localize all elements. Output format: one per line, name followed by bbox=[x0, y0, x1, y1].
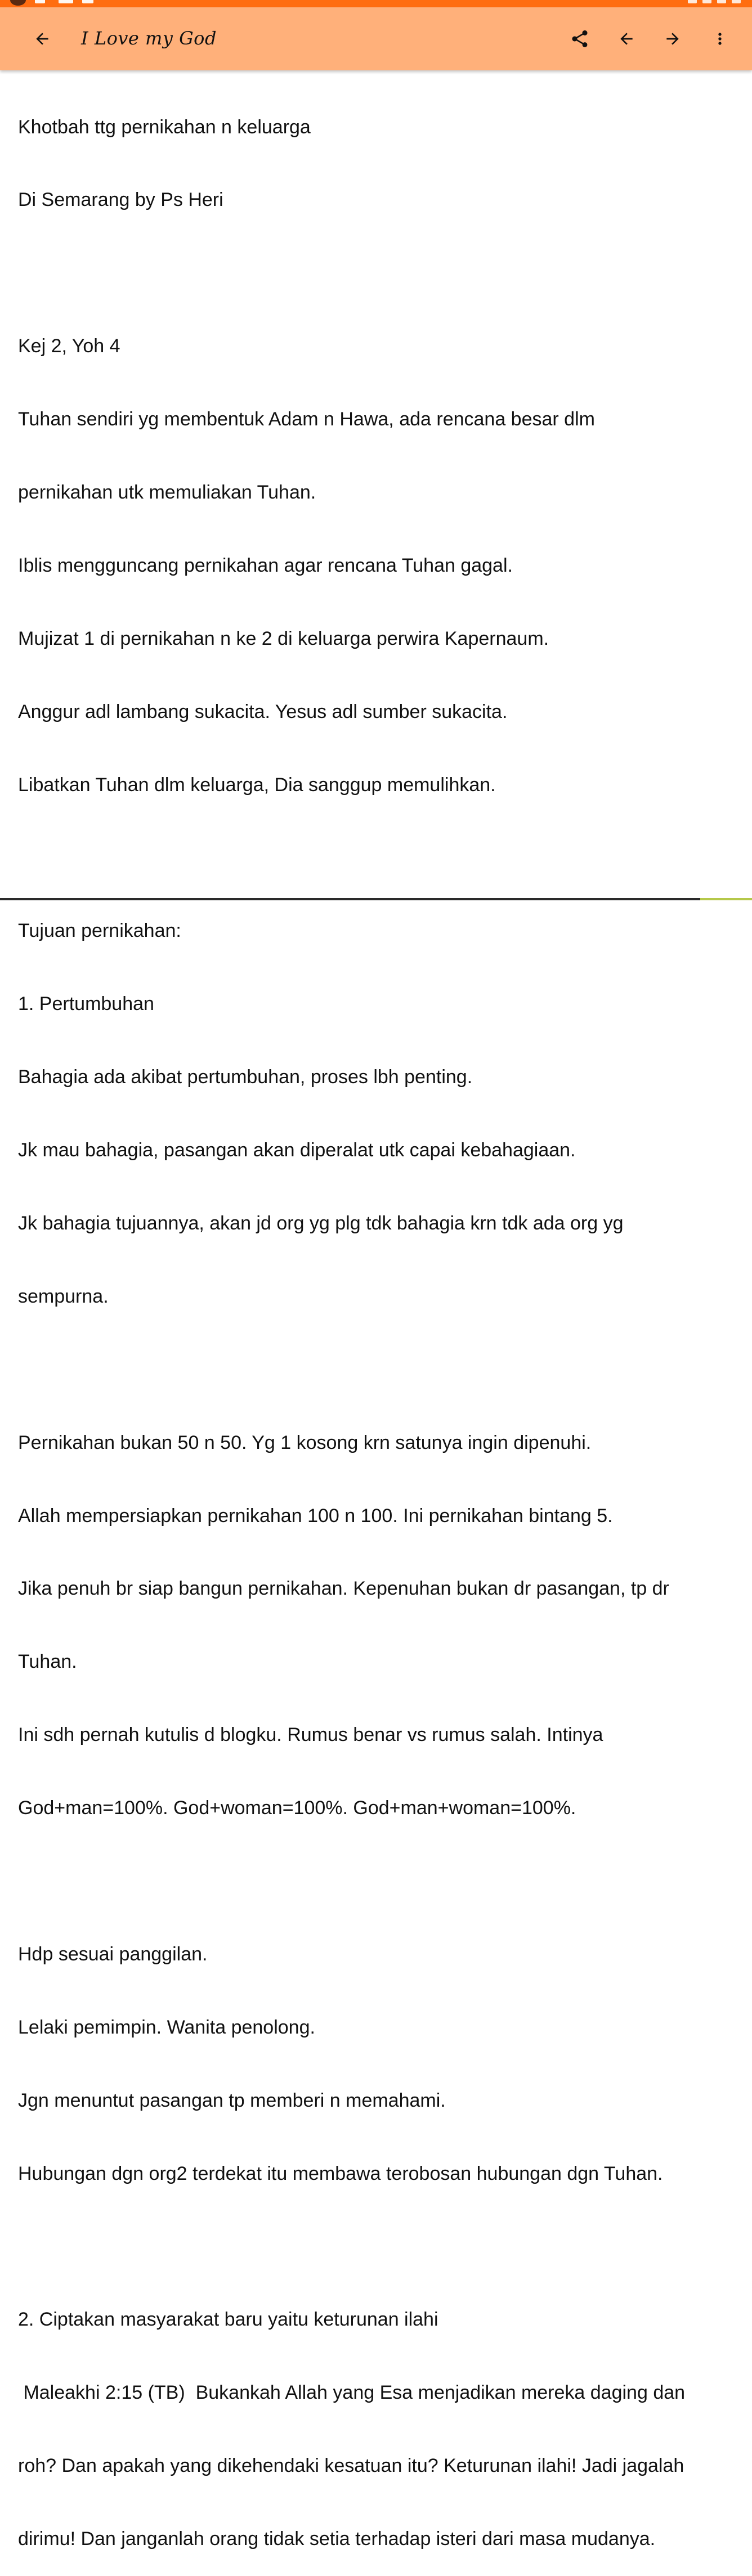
content-line: Maleakhi 2:15 (TB) Bukankah Allah yang Esa menjadikan mereka daging dan bbox=[18, 2382, 686, 2404]
content-line: Jgn menuntut pasangan tp memberi n memahami. bbox=[18, 2089, 446, 2111]
more-vert-icon bbox=[711, 30, 729, 48]
content-line: Ini sdh pernah kutulis d blogku. Rumus benar vs rumus salah. Intinya bbox=[18, 1724, 603, 1746]
content-line: 1. Pertumbuhan bbox=[18, 993, 154, 1015]
content-line: Tujuan pernikahan: bbox=[18, 920, 181, 942]
bottom-accent bbox=[700, 898, 752, 900]
content-line: 2. Ciptakan masyarakat baru yaitu keturunan ilahi bbox=[18, 2309, 438, 2331]
content-line: Bahagia ada akibat pertumbuhan, proses lbh penting. bbox=[18, 1066, 473, 1088]
arrow-right-icon bbox=[664, 30, 682, 48]
more-options-button[interactable] bbox=[705, 23, 735, 55]
clock-icon bbox=[732, 0, 741, 3]
content-line bbox=[18, 2234, 744, 2259]
status-icon bbox=[59, 0, 73, 3]
wifi-icon bbox=[702, 0, 711, 3]
content-line: Jika penuh br siap bangun pernikahan. Kepenuhan bukan dr pasangan, tp dr bbox=[18, 1578, 669, 1600]
content-line: sempurna. bbox=[18, 1285, 109, 1307]
content-line: Anggur adl lambang sukacita. Yesus adl sumber sukacita. bbox=[18, 701, 508, 722]
content-line: dirimu! Dan janganlah orang tidak setia terhadap isteri dari masa mudanya. bbox=[18, 2528, 656, 2550]
content-line: Hubungan dgn org2 terdekat itu membawa terobosan hubungan dgn Tuhan. bbox=[18, 2162, 663, 2184]
back-button[interactable] bbox=[26, 23, 58, 55]
content-line bbox=[18, 1358, 744, 1382]
arrow-left-icon bbox=[33, 30, 51, 48]
content-line bbox=[18, 846, 744, 870]
arrow-left-icon bbox=[617, 30, 635, 48]
content-line: Di Semarang by Ps Heri bbox=[18, 189, 223, 211]
content-line: pernikahan utk memuliakan Tuhan. bbox=[18, 482, 316, 504]
status-icon bbox=[35, 0, 45, 3]
note-content[interactable] bbox=[18, 66, 744, 2576]
content-line: Jk mau bahagia, pasangan akan diperalat utk capai kebahagiaan. bbox=[18, 1139, 576, 1161]
content-line: Iblis mengguncang pernikahan agar rencana Tuhan gagal. bbox=[18, 554, 513, 576]
share-icon bbox=[570, 29, 590, 49]
status-bar bbox=[0, 0, 752, 7]
content-line: Kej 2, Yoh 4 bbox=[18, 335, 120, 357]
signal-icon bbox=[688, 0, 697, 3]
content-line bbox=[18, 1869, 744, 1893]
status-icon bbox=[82, 0, 93, 3]
share-button[interactable] bbox=[564, 23, 596, 55]
app-bar bbox=[0, 7, 752, 70]
content-line: Tuhan sendiri yg membentuk Adam n Hawa, ada rencana besar dlm bbox=[18, 409, 595, 430]
content-line: roh? Dan apakah yang dikehendaki kesatuan itu? Keturunan ilahi! Jadi jagalah bbox=[18, 2455, 684, 2477]
next-button[interactable] bbox=[657, 23, 688, 55]
app-title: I Love my God bbox=[81, 28, 217, 49]
content-line: Jk bahagia tujuannya, akan jd org yg plg tdk bahagia krn tdk ada org yg bbox=[18, 1212, 624, 1234]
bottom-edge bbox=[0, 898, 752, 900]
status-indicators bbox=[688, 0, 741, 3]
previous-button[interactable] bbox=[611, 23, 642, 55]
notification-icon bbox=[10, 0, 26, 6]
content-line: Libatkan Tuhan dlm keluarga, Dia sanggup memulihkan. bbox=[18, 774, 496, 796]
content-line bbox=[18, 261, 744, 285]
battery-icon bbox=[717, 0, 726, 3]
content-line: Tuhan. bbox=[18, 1651, 77, 1673]
content-line: God+man=100%. God+woman=100%. God+man+woman=100%. bbox=[18, 1797, 576, 1819]
content-line: Allah mempersiapkan pernikahan 100 n 100. Ini pernikahan bintang 5. bbox=[18, 1505, 613, 1527]
content-line: Mujizat 1 di pernikahan n ke 2 di keluarga perwira Kapernaum. bbox=[18, 627, 549, 649]
content-line: Pernikahan bukan 50 n 50. Yg 1 kosong krn satunya ingin dipenuhi. bbox=[18, 1431, 592, 1453]
content-line: Khotbah ttg pernikahan n keluarga bbox=[18, 116, 311, 138]
content-line: Hdp sesuai panggilan. bbox=[18, 1943, 208, 1965]
content-line: Lelaki pemimpin. Wanita penolong. bbox=[18, 2016, 315, 2038]
